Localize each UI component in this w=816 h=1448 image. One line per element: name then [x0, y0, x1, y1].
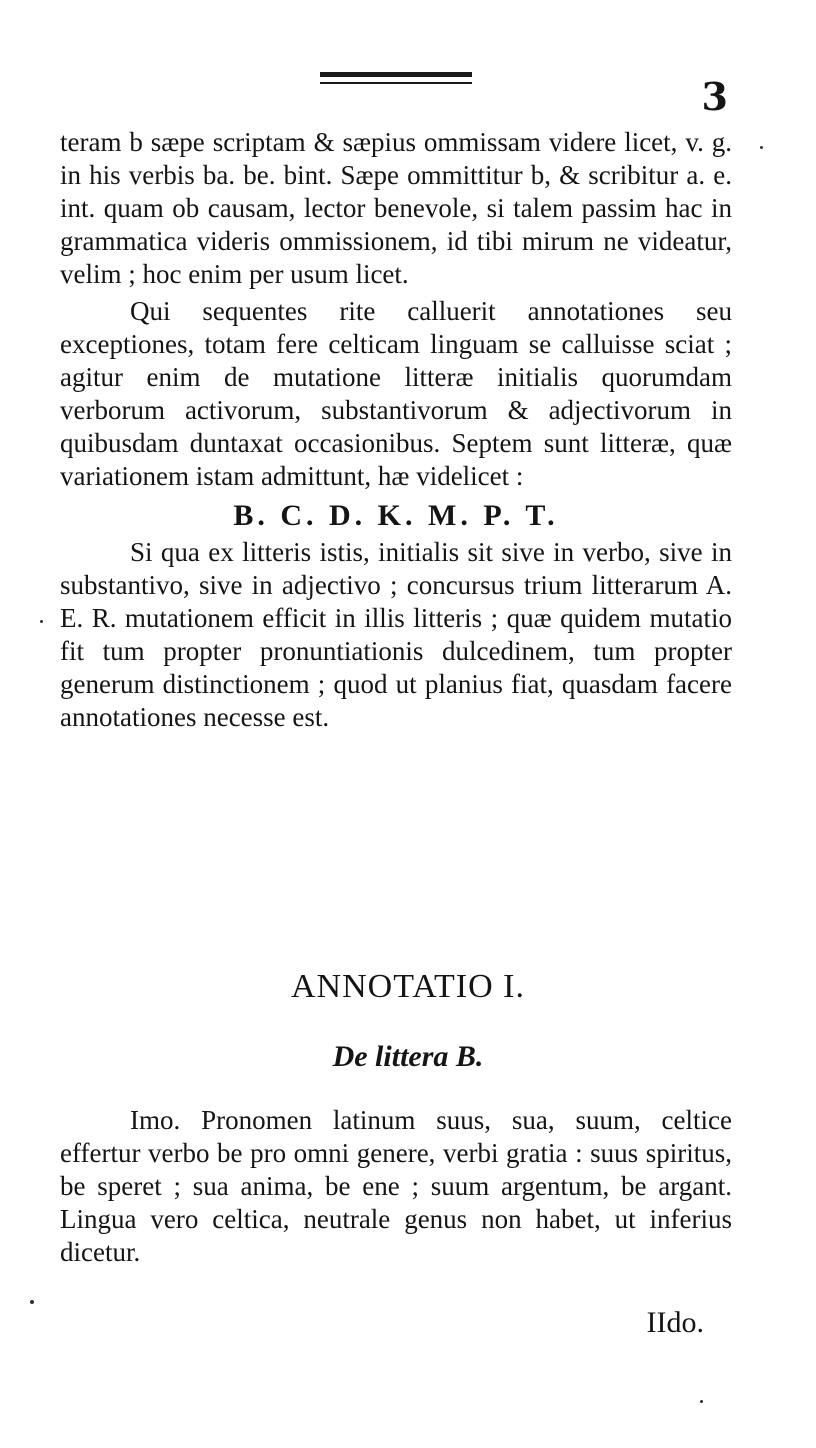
print-speck — [700, 1400, 703, 1403]
paragraph-4: Imo. Pronomen latinum suus, sua, suum, celtice effertur verbo be pro omni genere, verbi gratia : suus spiritus, be speret ; sua anima, be ene ; suum argentum, be argant. Lingua vero celtica, neutrale genus non habet, ut inferius dicetur. — [60, 1105, 732, 1267]
section-heading: ANNOTATIO I. — [290, 968, 525, 1005]
section-subheading: De littera B. — [332, 1040, 484, 1073]
mutable-letters-list: B. C. D. K. M. P. T. — [233, 499, 559, 532]
paragraph-3: Si qua ex litteris istis, initialis sit sive in verbo, sive in substantivo, sive in adjectivo ; concursus trium litterarum A. E. R. mutationem efficit in illis litteris ; quæ quidem mutatio fit tum propter pronuntiationis dulcedinem, tum propter generum distinctionem ; quod ut planius fiat, quasdam facere annotationes necesse est. — [60, 537, 732, 732]
body-text-lower — [60, 1104, 732, 1269]
body-text-upper — [60, 126, 732, 734]
print-speck — [40, 620, 43, 623]
print-speck — [30, 1300, 34, 1304]
header-rule — [320, 72, 472, 84]
page-number: 3 — [701, 74, 728, 119]
paragraph-2: Qui sequentes rite calluerit annotationes seu exceptiones, totam fere celticam linguam se calluisse sciat ; agitur enim de mutatione litteræ initialis quorumdam verborum activorum, substantivorum & adjectivorum in quibusdam duntaxat occasionibus. Septem sunt litteræ, quæ variationem istam admittunt, hæ videlicet : — [60, 296, 732, 491]
print-speck — [760, 146, 763, 149]
paragraph-1: teram b sæpe scriptam & sæpius ommissam videre licet, v. g. in his verbis ba. be. bint. Sæpe ommittitur b, & scribitur a. e. int. quam ob causam, lector benevole, si talem passim hac in grammatica videris ommissionem, id tibi mirum ne videatur, velim ; hoc enim per usum licet. — [60, 127, 732, 289]
catchword: IIdo. — [646, 1306, 704, 1339]
